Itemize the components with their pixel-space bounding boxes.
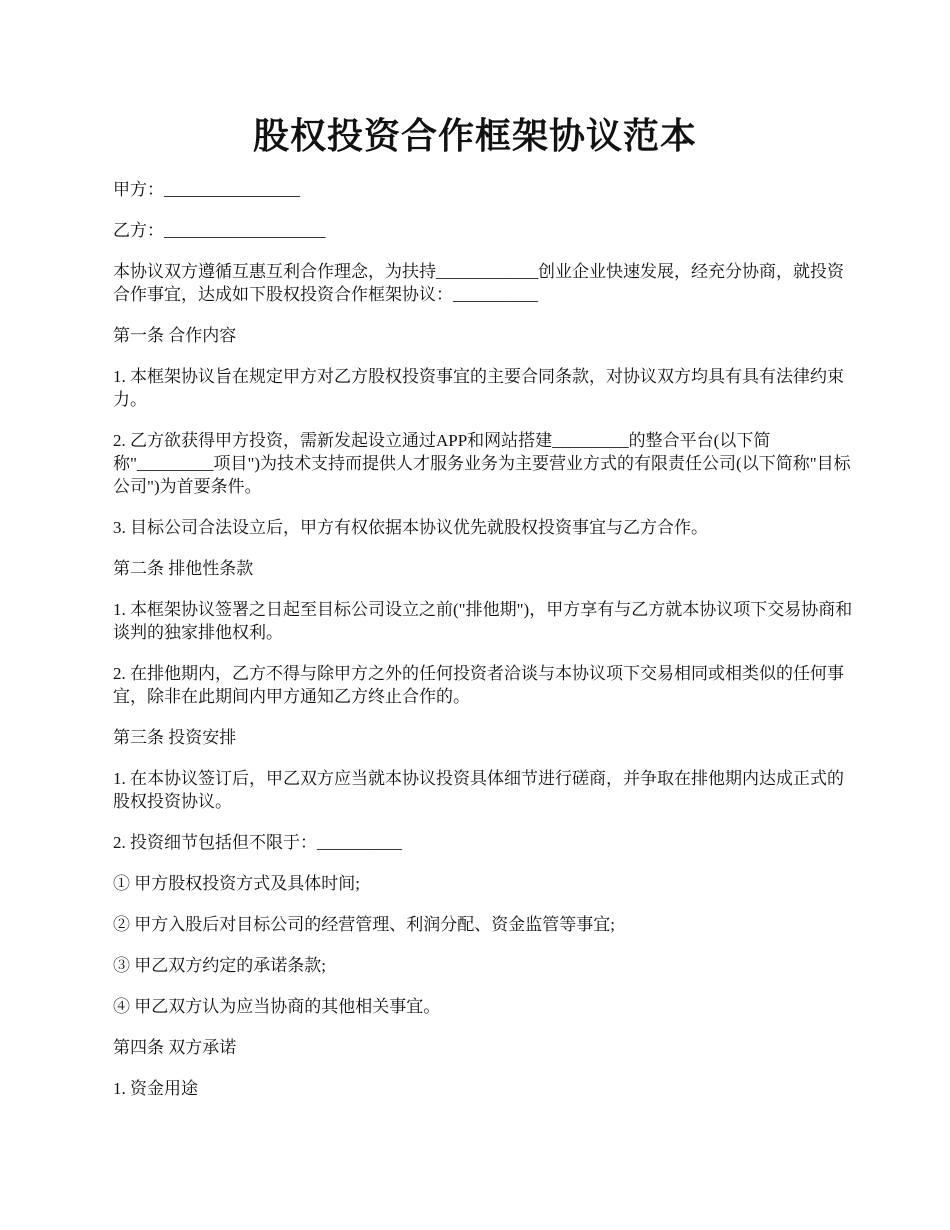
document-title: 股权投资合作框架协议范本 [252, 116, 697, 156]
preamble-paragraph: 本协议双方遵循互惠互利合作理念，为扶持____________创业企业快速发展，经充分协商，就投资合作事宜，达成如下股权投资合作框架协议：__________ [113, 262, 844, 304]
article-heading: 第四条 双方承诺 [113, 1038, 237, 1057]
list-item: ② 甲方入股后对目标公司的经营管理、利润分配、资金监管等事宜; [113, 915, 615, 934]
list-item: ③ 甲乙双方约定的承诺条款; [113, 956, 326, 975]
party-b-line: 乙方：___________________ [113, 221, 326, 240]
list-item: ④ 甲乙双方认为应当协商的其他相关事宜。 [113, 997, 441, 1016]
article-heading: 第二条 排他性条款 [113, 559, 254, 578]
clause-paragraph: 2. 乙方欲获得甲方投资，需新发起设立通过APP和网站搭建_________的整合平台(以下简称"_________项目")为技术支持而提供人才服务业务为主要营业方式的有限责任公司(以下简称"目标公司")为首要条件。 [113, 431, 851, 496]
clause-paragraph: 1. 在本协议签订后，甲乙双方应当就本协议投资具体细节进行磋商，并争取在排他期内达成正式的股权投资协议。 [113, 769, 844, 811]
clause-paragraph: 2. 在排他期内，乙方不得与除甲方之外的任何投资者洽谈与本协议项下交易相同或相类似的任何事宜，除非在此期间内甲方通知乙方终止合作的。 [113, 664, 844, 706]
article-heading: 第三条 投资安排 [113, 728, 237, 747]
party-a-line: 甲方：________________ [113, 180, 300, 199]
clause-paragraph: 3. 目标公司合法设立后，甲方有权依据本协议优先就股权投资事宜与乙方合作。 [113, 518, 708, 537]
clause-paragraph: 2. 投资细节包括但不限于：__________ [113, 833, 402, 852]
document-body [113, 178, 853, 1118]
list-item: ① 甲方股权投资方式及具体时间; [113, 874, 360, 893]
clause-paragraph: 1. 资金用途 [113, 1079, 198, 1098]
clause-paragraph: 1. 本框架协议旨在规定甲方对乙方股权投资事宜的主要合同条款，对协议双方均具有具有法律约束力。 [113, 367, 844, 409]
article-heading: 第一条 合作内容 [113, 326, 237, 345]
clause-paragraph: 1. 本框架协议签署之日起至目标公司设立之前("排他期")，甲方享有与乙方就本协议项下交易协商和谈判的独家排他权利。 [113, 600, 853, 642]
